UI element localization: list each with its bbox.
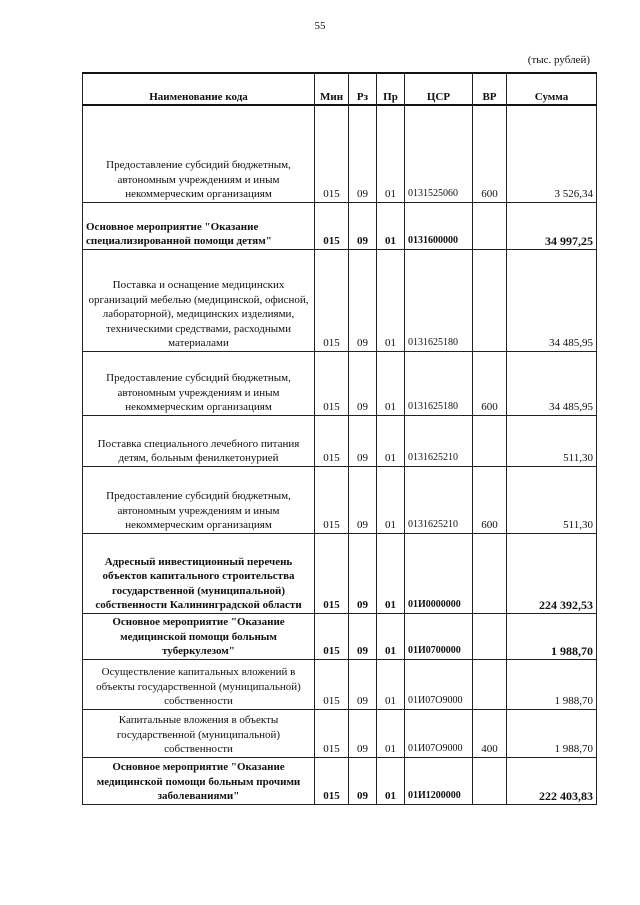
row-min: 015 [315, 757, 349, 804]
row-name: Капитальные вложения в объекты государственной (муниципальной) собственности [83, 709, 315, 757]
table-row [83, 351, 597, 415]
row-rz: 09 [349, 709, 377, 757]
row-rz: 09 [349, 659, 377, 709]
row-sum: 224 392,53 [507, 533, 597, 613]
header-sum: Сумма [507, 73, 597, 105]
row-csr: 0131625210 [405, 415, 473, 466]
row-min: 015 [315, 249, 349, 351]
row-vr: 600 [473, 351, 507, 415]
row-sum: 34 997,25 [507, 202, 597, 249]
row-min: 015 [315, 709, 349, 757]
row-name: Поставка специального лечебного питания детям, больным фенилкетонурией [83, 415, 315, 466]
row-sum: 3 526,34 [507, 105, 597, 202]
row-vr [473, 757, 507, 804]
row-pr: 01 [377, 202, 405, 249]
row-min: 015 [315, 415, 349, 466]
table-row [83, 249, 597, 351]
row-name: Основное мероприятие "Оказание специализированной помощи детям" [83, 202, 315, 249]
header-name: Наименование кода [83, 73, 315, 105]
row-rz: 09 [349, 415, 377, 466]
row-min: 015 [315, 659, 349, 709]
row-sum: 34 485,95 [507, 249, 597, 351]
row-csr: 01И0000000 [405, 533, 473, 613]
table-row [83, 709, 597, 757]
row-vr: 600 [473, 466, 507, 533]
table-row [83, 533, 597, 613]
row-pr: 01 [377, 709, 405, 757]
row-csr: 01И1200000 [405, 757, 473, 804]
row-vr: 400 [473, 709, 507, 757]
table-row [83, 659, 597, 709]
row-min: 015 [315, 351, 349, 415]
row-sum: 511,30 [507, 466, 597, 533]
units-label: (тыс. рублей) [527, 54, 590, 66]
row-name: Адресный инвестиционный перечень объектов капитального строительства государственной (муниципальной) собственности Калининградской области [83, 533, 315, 613]
row-pr: 01 [377, 757, 405, 804]
table-header-row [83, 73, 597, 105]
row-name: Поставка и оснащение медицинских организаций мебелью (медицинской, офисной, лабораторной), медицинских изделиями, техническими средствами, расходными материалами [83, 249, 315, 351]
row-csr: 0131525060 [405, 105, 473, 202]
row-sum: 511,30 [507, 415, 597, 466]
row-name: Основное мероприятие "Оказание медицинской помощи больным прочими заболеваниями" [83, 757, 315, 804]
row-pr: 01 [377, 613, 405, 659]
row-rz: 09 [349, 533, 377, 613]
row-vr [473, 415, 507, 466]
row-sum: 222 403,83 [507, 757, 597, 804]
row-pr: 01 [377, 351, 405, 415]
row-rz: 09 [349, 351, 377, 415]
row-csr: 0131625180 [405, 249, 473, 351]
row-vr [473, 659, 507, 709]
row-sum: 1 988,70 [507, 709, 597, 757]
table-row [83, 613, 597, 659]
page-number: 55 [314, 20, 326, 32]
row-csr: 0131625180 [405, 351, 473, 415]
row-rz: 09 [349, 613, 377, 659]
table-row [83, 202, 597, 249]
row-rz: 09 [349, 202, 377, 249]
row-vr [473, 249, 507, 351]
row-pr: 01 [377, 249, 405, 351]
row-vr: 600 [473, 105, 507, 202]
row-min: 015 [315, 533, 349, 613]
table-row [83, 105, 597, 202]
row-rz: 09 [349, 757, 377, 804]
header-rz: Рз [349, 73, 377, 105]
row-vr [473, 202, 507, 249]
row-csr: 01И07О9000 [405, 709, 473, 757]
header-pr: Пр [377, 73, 405, 105]
row-sum: 1 988,70 [507, 613, 597, 659]
row-min: 015 [315, 105, 349, 202]
row-name: Основное мероприятие "Оказание медицинской помощи больным туберкулезом" [83, 613, 315, 659]
row-pr: 01 [377, 415, 405, 466]
row-min: 015 [315, 466, 349, 533]
table-row [83, 466, 597, 533]
row-pr: 01 [377, 533, 405, 613]
row-csr: 0131600000 [405, 202, 473, 249]
row-sum: 1 988,70 [507, 659, 597, 709]
row-pr: 01 [377, 659, 405, 709]
row-name: Предоставление субсидий бюджетным, автономным учреждениям и иным некоммерческим организациям [83, 466, 315, 533]
row-vr [473, 613, 507, 659]
row-csr: 01И07О9000 [405, 659, 473, 709]
row-min: 015 [315, 613, 349, 659]
budget-table [82, 72, 597, 805]
row-rz: 09 [349, 249, 377, 351]
table-row [83, 415, 597, 466]
row-pr: 01 [377, 105, 405, 202]
row-min: 015 [315, 202, 349, 249]
row-vr [473, 533, 507, 613]
header-vr: ВР [473, 73, 507, 105]
row-rz: 09 [349, 466, 377, 533]
row-name: Предоставление субсидий бюджетным, автономным учреждениям и иным некоммерческим организациям [83, 351, 315, 415]
row-name: Предоставление субсидий бюджетным, автономным учреждениям и иным некоммерческим организациям [83, 105, 315, 202]
row-pr: 01 [377, 466, 405, 533]
row-csr: 01И0700000 [405, 613, 473, 659]
table-row [83, 757, 597, 804]
header-min: Мин [315, 73, 349, 105]
header-csr: ЦСР [405, 73, 473, 105]
row-sum: 34 485,95 [507, 351, 597, 415]
row-name: Осуществление капитальных вложений в объекты государственной (муниципальной) собственности [83, 659, 315, 709]
row-csr: 0131625210 [405, 466, 473, 533]
row-rz: 09 [349, 105, 377, 202]
